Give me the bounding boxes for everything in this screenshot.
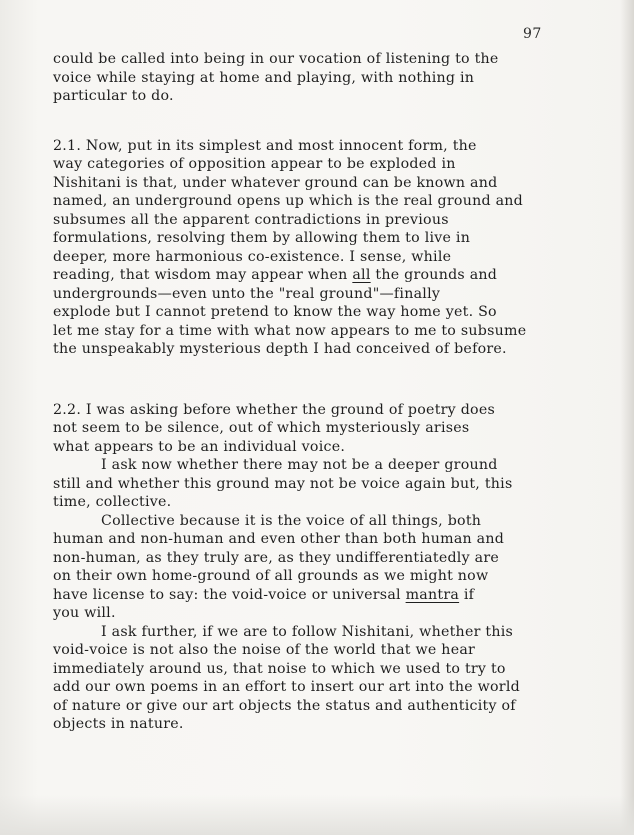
text-line xyxy=(53,493,588,512)
paragraph-gap xyxy=(53,359,588,401)
text-segment: of nature or give our art objects the status and authenticity of xyxy=(53,697,516,714)
text-segment: objects in nature. xyxy=(53,716,184,732)
text-line xyxy=(53,50,588,69)
text-segment: deeper, more harmonious co-existence. I sense, while xyxy=(53,248,452,265)
text-segment: 2.1. Now, put in its simplest and most innocent form, the xyxy=(53,137,477,154)
text-line xyxy=(53,211,588,230)
text-line xyxy=(53,604,588,623)
text-segment: void-voice is not also the noise of the world that we hear xyxy=(53,642,476,658)
text-line xyxy=(53,697,588,716)
page-bottom-shadow xyxy=(0,795,634,835)
text-line xyxy=(53,285,588,304)
text-line xyxy=(53,303,588,322)
text-segment: you will. xyxy=(53,605,116,621)
text-segment: add our own poems in an effort to insert our art into the world xyxy=(53,679,520,695)
text-line xyxy=(53,438,588,457)
paragraph-gap xyxy=(53,106,588,137)
text-segment: immediately around us, that noise to which we used to try to xyxy=(53,660,506,677)
text-segment: still and whether this ground may not be voice again but, this xyxy=(53,475,513,492)
text-segment: not seem to be silence, out of which mysteriously arises xyxy=(53,420,470,436)
text-segment: reading, that wisdom may appear when xyxy=(53,267,353,283)
text-segment: on their own home-ground of all grounds as we might now xyxy=(53,568,489,584)
text-line xyxy=(53,623,588,642)
text-line xyxy=(53,456,588,475)
text-line xyxy=(53,567,588,586)
text-line xyxy=(53,586,588,605)
text-segment: subsumes all the apparent contradictions in previous xyxy=(53,211,449,228)
text-segment: Nishitani is that, under whatever ground can be known and xyxy=(53,174,498,191)
text-segment: human and non-human and even other than both human and xyxy=(53,531,505,547)
text-line xyxy=(53,678,588,697)
text-line xyxy=(53,549,588,568)
underlined-word: mantra xyxy=(405,586,460,603)
text-segment: I ask further, if we are to follow Nishitani, whether this xyxy=(101,623,514,640)
text-line xyxy=(53,266,588,285)
text-segment: non-human, as they truly are, as they undifferentiatedly are xyxy=(53,549,499,566)
text-segment: I ask now whether there may not be a deeper ground xyxy=(101,457,498,473)
body-text xyxy=(53,50,588,734)
text-line xyxy=(53,530,588,549)
text-line xyxy=(53,641,588,660)
text-line xyxy=(53,475,588,494)
text-segment: 2.2. I was asking before whether the ground of poetry does xyxy=(53,401,496,418)
page-number: 97 xyxy=(523,26,542,42)
text-segment: have license to say: the void-voice or universal xyxy=(53,586,406,603)
text-segment: if xyxy=(459,586,475,603)
text-line xyxy=(53,137,588,156)
text-segment: let me stay for a time with what now appears to me to subsume xyxy=(53,322,527,339)
text-segment: named, an underground opens up which is the real ground and xyxy=(53,193,524,209)
text-segment: time, collective. xyxy=(53,494,172,510)
text-line xyxy=(53,248,588,267)
text-line xyxy=(53,155,588,174)
text-segment: Collective because it is the voice of all things, both xyxy=(101,512,482,529)
text-segment: the grounds and xyxy=(370,267,498,283)
text-line xyxy=(53,174,588,193)
text-line xyxy=(53,401,588,420)
text-line xyxy=(53,419,588,438)
text-segment: formulations, resolving them by allowing them to live in xyxy=(53,230,471,246)
text-segment: undergrounds—even unto the "real ground"—finally xyxy=(53,285,441,302)
text-segment: explode but I cannot pretend to know the way home yet. So xyxy=(53,304,497,320)
text-segment: the unspeakably mysterious depth I had conceived of before. xyxy=(53,341,507,357)
text-line xyxy=(53,229,588,248)
page-edge-shadow xyxy=(620,0,634,835)
text-line xyxy=(53,322,588,341)
text-segment: voice while staying at home and playing, with nothing in xyxy=(53,69,475,86)
text-line xyxy=(53,660,588,679)
text-segment: what appears to be an individual voice. xyxy=(53,438,346,455)
text-line xyxy=(53,512,588,531)
text-line xyxy=(53,192,588,211)
text-line xyxy=(53,340,588,359)
text-line xyxy=(53,69,588,88)
text-line xyxy=(53,87,588,106)
text-segment: could be called into being in our vocation of listening to the xyxy=(53,51,499,67)
underlined-word: all xyxy=(352,267,371,283)
text-segment: way categories of opposition appear to be exploded in xyxy=(53,156,456,172)
text-line xyxy=(53,715,588,734)
text-segment: particular to do. xyxy=(53,88,174,104)
